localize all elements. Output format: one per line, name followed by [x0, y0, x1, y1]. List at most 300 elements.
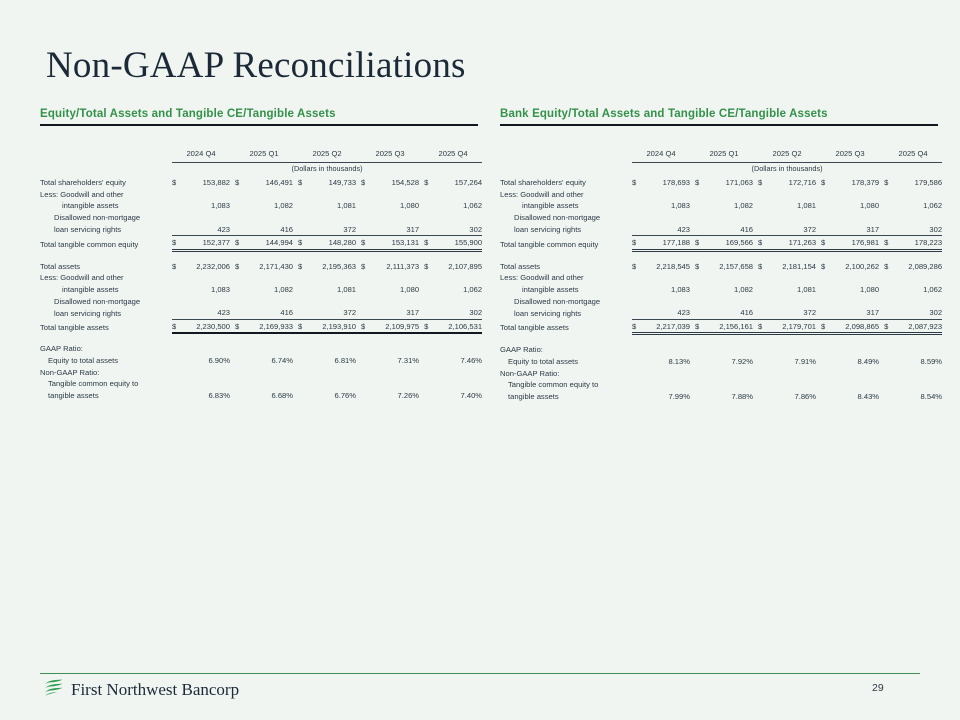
panel-equity-total-assets	[40, 108, 483, 401]
row-value	[184, 212, 230, 224]
row-value: 1,082	[734, 284, 754, 294]
row-label: Less: Goodwill and other	[40, 189, 124, 199]
row-value: 178,223	[896, 237, 942, 250]
row-label: Total shareholders' equity	[500, 178, 586, 188]
row-value	[310, 343, 356, 355]
row-label: Non-GAAP Ratio:	[40, 367, 100, 377]
row-label: Equity to total assets	[48, 355, 119, 365]
table-right-body	[500, 148, 942, 402]
currency-symbol: $	[235, 261, 240, 271]
currency-symbol	[235, 284, 247, 296]
currency-symbol	[758, 344, 770, 356]
table-row	[500, 224, 942, 236]
table-header-row	[500, 148, 942, 162]
table-row	[500, 284, 942, 296]
header-spacer	[40, 148, 172, 162]
currency-symbol	[758, 296, 770, 308]
table-row	[40, 200, 482, 212]
row-value: 416	[280, 224, 294, 234]
currency-symbol	[632, 284, 644, 296]
page-title: Non-GAAP Reconciliations	[46, 45, 466, 86]
row-value	[436, 296, 482, 308]
row-value	[310, 272, 356, 284]
table-row	[500, 379, 942, 391]
currency-symbol: $	[821, 321, 833, 334]
row-value: 423	[677, 308, 691, 318]
panel-heading-rule-left	[40, 124, 478, 126]
row-value	[707, 189, 753, 201]
row-value: 423	[217, 308, 231, 318]
currency-symbol	[695, 212, 707, 224]
row-value	[707, 368, 753, 380]
row-label: intangible assets	[522, 201, 579, 211]
header-spacer	[500, 148, 632, 162]
currency-symbol	[632, 200, 644, 212]
currency-symbol	[758, 391, 770, 403]
currency-symbol: $	[235, 237, 247, 250]
currency-symbol: $	[884, 321, 896, 334]
spacer-cell	[40, 333, 482, 343]
currency-symbol	[361, 343, 373, 355]
row-value: 154,528	[391, 178, 420, 188]
row-value: 178,379	[851, 178, 880, 188]
row-value: 416	[280, 308, 294, 318]
row-value: 6.81%	[334, 355, 357, 365]
currency-symbol: $	[424, 321, 436, 334]
row-value: 1,083	[211, 201, 231, 211]
currency-symbol	[424, 189, 436, 201]
row-value	[707, 212, 753, 224]
currency-symbol	[821, 379, 833, 391]
currency-symbol	[424, 355, 436, 367]
row-value	[770, 189, 816, 201]
row-value: 157,264	[454, 178, 483, 188]
currency-symbol	[884, 356, 896, 368]
row-value: 302	[469, 224, 483, 234]
currency-symbol	[884, 391, 896, 403]
row-value	[833, 379, 879, 391]
row-value	[247, 189, 293, 201]
row-value	[833, 189, 879, 201]
currency-symbol	[632, 356, 644, 368]
currency-symbol	[424, 200, 436, 212]
currency-symbol	[361, 296, 373, 308]
row-value	[896, 212, 942, 224]
spacer-cell	[500, 334, 942, 345]
currency-symbol	[172, 200, 184, 212]
currency-symbol	[758, 379, 770, 391]
currency-symbol: $	[821, 261, 826, 271]
currency-symbol: $	[695, 237, 707, 250]
table-row	[40, 272, 482, 284]
currency-symbol	[632, 391, 644, 403]
row-value: 2,156,161	[707, 321, 753, 334]
table-row	[40, 177, 482, 189]
row-value: 1,082	[734, 201, 754, 211]
row-label: GAAP Ratio:	[40, 344, 83, 354]
row-value	[707, 272, 753, 284]
row-value: 7.31%	[397, 355, 420, 365]
row-value: 2,179,701	[770, 321, 816, 334]
row-value	[247, 212, 293, 224]
row-value: 1,081	[337, 284, 357, 294]
row-value	[833, 272, 879, 284]
column-header: 2025 Q4	[884, 148, 942, 162]
row-label: loan servicing rights	[54, 308, 122, 318]
row-value: 1,080	[860, 284, 880, 294]
column-header: 2025 Q1	[695, 148, 753, 162]
currency-symbol: $	[632, 237, 644, 250]
currency-symbol	[298, 272, 310, 284]
currency-symbol	[632, 212, 644, 224]
row-label: Total assets	[500, 261, 541, 271]
currency-symbol	[424, 367, 436, 379]
page-number: 29	[872, 682, 884, 694]
row-label: tangible assets	[48, 390, 99, 400]
currency-symbol: $	[361, 321, 373, 334]
currency-symbol	[821, 212, 833, 224]
row-value: 1,082	[274, 284, 294, 294]
currency-symbol: $	[298, 178, 303, 188]
row-value: 2,087,923	[896, 321, 942, 334]
currency-symbol: $	[695, 178, 700, 188]
currency-symbol	[298, 390, 310, 402]
table-row	[500, 189, 942, 201]
currency-symbol	[758, 356, 770, 368]
row-value: 2,089,286	[908, 261, 943, 271]
row-value	[310, 367, 356, 379]
currency-symbol	[235, 390, 247, 402]
row-value	[707, 379, 753, 391]
currency-symbol	[172, 212, 184, 224]
currency-symbol: $	[821, 237, 833, 250]
row-value: 372	[343, 224, 357, 234]
row-value: 1,062	[923, 284, 943, 294]
row-value: 171,063	[725, 178, 754, 188]
table-left-body	[40, 148, 482, 401]
row-value	[770, 272, 816, 284]
currency-symbol	[361, 272, 373, 284]
currency-symbol	[632, 344, 644, 356]
row-value: 177,188	[644, 237, 690, 250]
units-note: (Dollars in thousands)	[751, 163, 823, 173]
currency-symbol	[821, 356, 833, 368]
company-logo	[44, 679, 239, 701]
currency-symbol	[235, 200, 247, 212]
currency-symbol	[424, 212, 436, 224]
row-value: 7.46%	[460, 355, 483, 365]
currency-symbol	[821, 189, 833, 201]
row-value: 7.86%	[794, 391, 817, 401]
currency-symbol: $	[424, 178, 429, 188]
row-value	[247, 343, 293, 355]
section-spacer	[40, 250, 482, 261]
row-value	[770, 212, 816, 224]
row-value: 172,716	[788, 178, 817, 188]
currency-symbol	[172, 378, 184, 390]
row-value	[644, 368, 690, 380]
currency-symbol	[235, 343, 247, 355]
table-row	[500, 344, 942, 356]
currency-symbol: $	[632, 178, 637, 188]
row-value	[373, 296, 419, 308]
row-value	[184, 367, 230, 379]
row-label: Less: Goodwill and other	[500, 189, 584, 199]
row-value: 7.91%	[794, 356, 817, 366]
row-value: 1,080	[860, 201, 880, 211]
row-label: GAAP Ratio:	[500, 345, 543, 355]
row-value	[770, 368, 816, 380]
row-value	[184, 189, 230, 201]
row-value	[896, 379, 942, 391]
currency-symbol: $	[758, 237, 770, 250]
row-value	[436, 343, 482, 355]
currency-symbol	[884, 200, 896, 212]
currency-symbol	[172, 367, 184, 379]
row-value: 1,083	[671, 201, 691, 211]
currency-symbol: $	[632, 321, 644, 334]
currency-symbol: $	[235, 321, 247, 334]
row-value: 302	[469, 308, 483, 318]
currency-symbol	[695, 307, 707, 319]
row-value	[184, 296, 230, 308]
currency-symbol	[235, 307, 247, 319]
row-value: 317	[866, 224, 880, 234]
spacer-cell	[500, 250, 942, 261]
currency-symbol	[361, 284, 373, 296]
currency-symbol	[632, 307, 644, 319]
column-header: 2025 Q3	[821, 148, 879, 162]
currency-symbol	[758, 284, 770, 296]
currency-symbol	[884, 344, 896, 356]
currency-symbol	[235, 296, 247, 308]
row-value	[310, 189, 356, 201]
currency-symbol	[298, 355, 310, 367]
currency-symbol	[695, 189, 707, 201]
row-value: 8.49%	[857, 356, 880, 366]
row-label: Equity to total assets	[508, 356, 579, 366]
row-value	[644, 272, 690, 284]
currency-symbol	[361, 367, 373, 379]
row-value: 155,900	[436, 237, 482, 250]
row-value	[184, 343, 230, 355]
currency-symbol	[695, 344, 707, 356]
currency-symbol	[884, 272, 896, 284]
row-value	[833, 368, 879, 380]
row-value: 1,081	[337, 201, 357, 211]
table-row	[500, 368, 942, 380]
currency-symbol: $	[884, 261, 889, 271]
table-row	[40, 261, 482, 273]
table-row	[500, 237, 942, 250]
table-row	[40, 296, 482, 308]
currency-symbol	[361, 307, 373, 319]
table-row	[40, 343, 482, 355]
currency-symbol	[632, 368, 644, 380]
currency-symbol	[424, 296, 436, 308]
row-label: Total shareholders' equity	[40, 178, 126, 188]
currency-symbol	[424, 272, 436, 284]
currency-symbol	[821, 391, 833, 403]
row-value: 1,081	[797, 201, 817, 211]
currency-symbol	[298, 367, 310, 379]
currency-symbol	[298, 224, 310, 236]
row-value	[373, 367, 419, 379]
table-row	[40, 390, 482, 402]
currency-symbol	[695, 296, 707, 308]
currency-symbol	[632, 224, 644, 236]
row-value: 1,081	[797, 284, 817, 294]
row-value: 416	[740, 224, 754, 234]
currency-symbol	[235, 378, 247, 390]
currency-symbol	[172, 390, 184, 402]
currency-symbol	[298, 296, 310, 308]
currency-symbol	[821, 284, 833, 296]
row-value	[247, 378, 293, 390]
row-value: 2,171,430	[259, 261, 294, 271]
currency-symbol: $	[695, 321, 707, 334]
row-value: 8.43%	[857, 391, 880, 401]
table-header-row	[40, 148, 482, 162]
currency-symbol	[821, 296, 833, 308]
section-spacer	[500, 334, 942, 345]
units-note-row	[500, 162, 942, 177]
row-value: 1,062	[463, 284, 483, 294]
table-row	[500, 212, 942, 224]
currency-symbol	[298, 200, 310, 212]
row-value	[436, 378, 482, 390]
row-value: 152,377	[184, 237, 230, 250]
row-value	[436, 272, 482, 284]
currency-symbol	[821, 368, 833, 380]
currency-symbol	[172, 224, 184, 236]
currency-symbol	[884, 296, 896, 308]
currency-symbol	[235, 355, 247, 367]
row-value: 6.74%	[271, 355, 294, 365]
currency-symbol: $	[821, 178, 826, 188]
table-row	[500, 296, 942, 308]
footer-divider	[40, 673, 920, 674]
currency-symbol	[884, 224, 896, 236]
row-label: Non-GAAP Ratio:	[500, 368, 560, 378]
row-value	[247, 296, 293, 308]
currency-symbol	[172, 307, 184, 319]
currency-symbol: $	[758, 321, 770, 334]
panel-heading-rule-right	[500, 124, 938, 126]
row-label: tangible assets	[508, 391, 559, 401]
currency-symbol	[884, 284, 896, 296]
column-header: 2025 Q3	[361, 148, 419, 162]
row-value	[436, 189, 482, 201]
row-value	[707, 296, 753, 308]
row-value: 2,111,373	[386, 261, 420, 271]
currency-symbol: $	[758, 178, 763, 188]
table-row	[40, 355, 482, 367]
row-label: intangible assets	[522, 284, 579, 294]
row-value	[373, 189, 419, 201]
currency-symbol: $	[172, 321, 184, 334]
row-value	[310, 378, 356, 390]
table-row	[40, 224, 482, 236]
currency-symbol	[235, 212, 247, 224]
row-value	[770, 379, 816, 391]
row-value	[247, 367, 293, 379]
row-value	[644, 379, 690, 391]
row-label: Less: Goodwill and other	[40, 273, 124, 283]
column-header: 2025 Q4	[424, 148, 482, 162]
spacer-cell	[40, 250, 482, 261]
table-row	[500, 261, 942, 273]
row-value: 153,131	[373, 237, 419, 250]
row-value: 2,232,006	[196, 261, 231, 271]
panel-heading-right: Bank Equity/Total Assets and Tangible CE/Tangible Assets	[500, 108, 828, 120]
row-value: 1,062	[463, 201, 483, 211]
table-row	[40, 212, 482, 224]
table-row	[500, 356, 942, 368]
table-row	[40, 378, 482, 390]
currency-symbol	[695, 379, 707, 391]
currency-symbol	[298, 212, 310, 224]
currency-symbol	[172, 355, 184, 367]
table-row	[500, 200, 942, 212]
row-value: 2,109,975	[373, 321, 419, 334]
currency-symbol	[695, 224, 707, 236]
panel-bank-equity-total-assets	[500, 108, 943, 402]
currency-symbol	[172, 296, 184, 308]
row-value: 372	[343, 308, 357, 318]
table-row	[40, 284, 482, 296]
row-value	[310, 296, 356, 308]
row-value: 6.83%	[208, 390, 231, 400]
row-value	[896, 368, 942, 380]
currency-symbol	[361, 189, 373, 201]
row-value	[184, 272, 230, 284]
row-value: 8.54%	[920, 391, 943, 401]
row-label: Total tangible common equity	[40, 239, 139, 249]
row-label: Total assets	[40, 261, 81, 271]
row-value: 416	[740, 308, 754, 318]
row-label: loan servicing rights	[514, 225, 582, 235]
currency-symbol: $	[361, 237, 373, 250]
currency-symbol	[172, 189, 184, 201]
table-row	[40, 307, 482, 319]
currency-symbol	[424, 390, 436, 402]
row-value	[436, 212, 482, 224]
currency-symbol	[695, 391, 707, 403]
row-value: 1,062	[923, 201, 943, 211]
row-label: intangible assets	[62, 201, 119, 211]
row-value	[436, 367, 482, 379]
row-value	[833, 212, 879, 224]
row-value: 2,230,500	[184, 321, 230, 334]
currency-symbol	[235, 367, 247, 379]
row-value: 169,566	[707, 237, 753, 250]
row-value	[644, 296, 690, 308]
table-row	[40, 189, 482, 201]
row-value: 6.90%	[208, 355, 231, 365]
currency-symbol	[298, 307, 310, 319]
currency-symbol	[298, 378, 310, 390]
currency-symbol	[235, 189, 247, 201]
row-value	[707, 344, 753, 356]
row-value: 7.26%	[397, 390, 420, 400]
table-row	[500, 177, 942, 189]
row-label: Disallowed non-mortgage	[54, 212, 141, 222]
row-label: Disallowed non-mortgage	[54, 296, 141, 306]
table-left	[40, 148, 482, 401]
currency-symbol	[361, 224, 373, 236]
row-value: 1,082	[274, 201, 294, 211]
